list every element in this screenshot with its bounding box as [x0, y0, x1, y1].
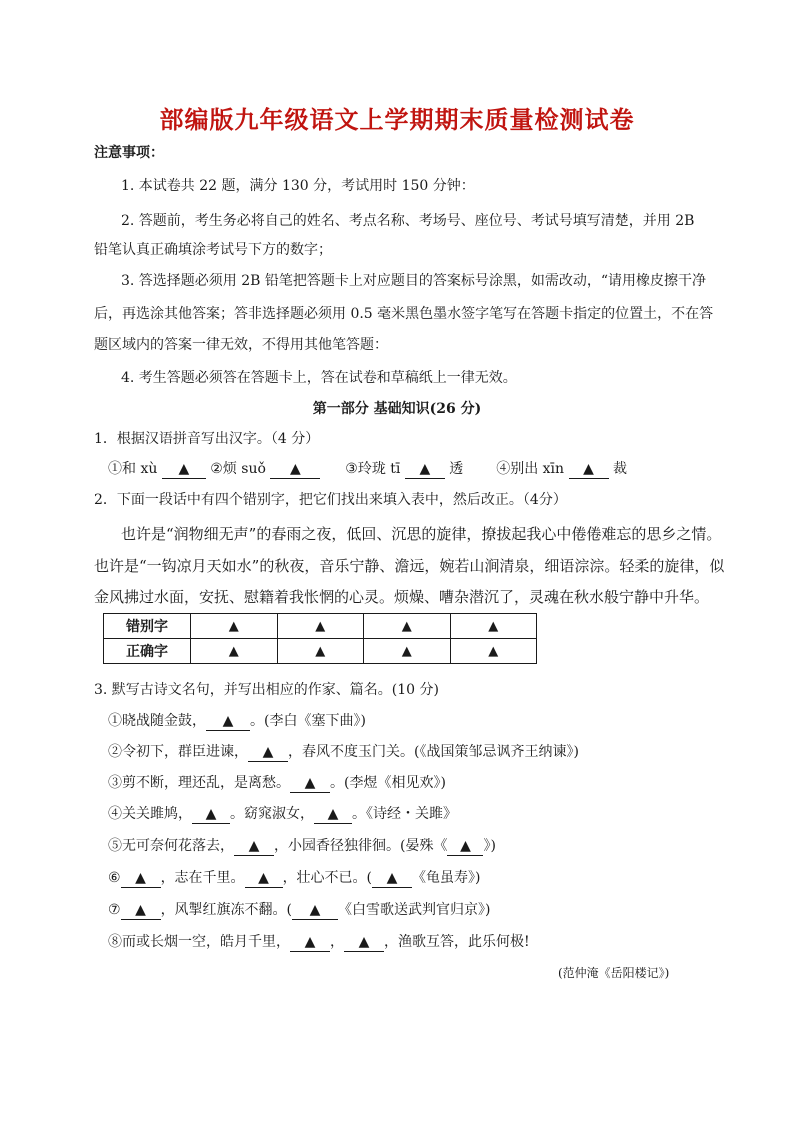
notice-heading: 注意事项： [94, 145, 164, 161]
q3-line-3 [108, 773, 446, 793]
q3-line-1 [108, 711, 366, 731]
q3-text: ，壮心不已。( [282, 870, 373, 886]
q3-text: ③剪不断，理还乱，是离愁。 [108, 775, 290, 791]
table-row-correct [104, 639, 537, 664]
q1-item-4: ④别出 xīn [496, 461, 565, 477]
notice-item-1: 1. 本试卷共 22 题，满分 130 分，考试用时 150 分钟： [121, 178, 475, 194]
answer-blank[interactable]: ▲ [245, 869, 283, 888]
table-cell[interactable]: ▲ [191, 614, 278, 639]
answer-blank[interactable]: ▲ [314, 805, 352, 824]
q3-text: ，春风不度玉门关。(《战国策邹忌讽齐王纳谏》) [288, 744, 579, 760]
q3-text: ， [330, 934, 344, 950]
q3-text: ⑥ [108, 870, 121, 886]
q1-item-3-suffix: 透 [449, 461, 464, 477]
answer-blank[interactable]: ▲ [234, 837, 274, 856]
answer-blank[interactable]: ▲ [344, 933, 384, 952]
q2-passage-line-1: 也许是“润物细无声”的春雨之夜，低回、沉思的旋律，撩拔起我心中倦倦难忘的思乡之情。 [121, 525, 722, 543]
q3-text: 。窈窕淑女， [230, 806, 314, 822]
correction-table [103, 613, 537, 664]
q3-line-5 [108, 836, 496, 856]
answer-blank[interactable]: ▲ [192, 805, 230, 824]
notice-item-2: 2. 答题前，考生务必将自己的姓名、考点名称、考场号、座位号、考试号填写清楚，并用 2B [121, 213, 695, 229]
q1-item-4-suffix: 裁 [612, 461, 627, 477]
answer-blank[interactable]: ▲ [447, 837, 483, 856]
q1-item-2: ②烦 suǒ [210, 461, 266, 477]
q3-line-2 [108, 742, 579, 762]
answer-blank[interactable]: ▲ [292, 901, 338, 920]
answer-blank[interactable]: ▲ [372, 869, 412, 888]
table-cell[interactable]: ▲ [364, 639, 451, 664]
section-heading: 第一部分 基础知识(26 分) [312, 401, 482, 417]
q3-text: ，小园香径独徘徊。(晏殊《 [274, 838, 448, 854]
q2-passage-line-3: 金风拂过水面，安抚、慰籍着我怅惘的心灵。烦燥、嘈杂潜沉了，灵魂在秋水般宁静中升华。 [94, 588, 710, 606]
answer-blank[interactable]: ▲ [162, 460, 206, 479]
answer-blank[interactable]: ▲ [248, 743, 288, 762]
notice-item-3-cont: 后，再选涂其他答案；答非选择题必须用 0.5 毫米黑色墨水签字笔写在答题卡指定的位置土，不在答 [94, 306, 714, 322]
q1-item-1: ①和 xù [108, 461, 158, 477]
table-cell[interactable]: ▲ [191, 639, 278, 664]
answer-blank[interactable]: ▲ [270, 460, 320, 479]
q3-text: ，志在千里。 [160, 870, 245, 886]
answer-blank[interactable]: ▲ [206, 712, 250, 731]
q3-text: 《龟虽寿》) [412, 870, 481, 886]
table-cell[interactable]: ▲ [364, 614, 451, 639]
answer-blank[interactable]: ▲ [405, 460, 445, 479]
q3-text: ②令初下，群臣进谏， [108, 744, 248, 760]
q3-text: ①晓战随金鼓， [108, 713, 206, 729]
q3-text: 》) [483, 838, 496, 854]
notice-item-4: 4. 考生答题必须答在答题卡上，答在试卷和草稿纸上一律无效。 [121, 370, 517, 386]
q3-text: 。(李煜《相见欢》) [330, 775, 446, 791]
table-cell[interactable]: ▲ [450, 614, 537, 639]
table-cell[interactable]: ▲ [450, 639, 537, 664]
q1-item-3: ③玲珑 tī [345, 461, 401, 477]
table-row-wrong [104, 614, 537, 639]
q2-passage-line-2: 也许是“一钩凉月天如水”的秋夜，音乐宁静、澹远，婉若山涧清泉，细语淙淙。轻柔的旋律，似 [94, 557, 725, 575]
q3-text: 《白雪歌送武判官归京》) [338, 902, 491, 918]
q3-stem: 3. 默写古诗文名句，并写出相应的作家、篇名。(10 分) [94, 682, 439, 698]
q3-line-6 [108, 868, 481, 888]
q3-line-8-source: (范仲淹《岳阳楼记》) [558, 966, 670, 980]
answer-blank[interactable]: ▲ [121, 869, 161, 888]
q3-text: ⑤无可奈何花落去， [108, 838, 234, 854]
q3-text: ④关关雎鸠， [108, 806, 192, 822]
notice-item-3: 3. 答选择题必须用 2B 铅笔把答题卡上对应题目的答案标号涂黑，如需改动，“请用橡皮擦干净 [121, 273, 707, 289]
q1-items [108, 459, 627, 479]
row-label-correct: 正确字 [104, 639, 191, 664]
q3-text: ，风掣红旗冻不翻。( [160, 902, 293, 918]
q3-text: 。《诗经・关雎》 [352, 806, 457, 822]
q3-text: ，渔歌互答，此乐何极! [384, 934, 530, 950]
q3-text: ⑧而或长烟一空，皓月千里， [108, 934, 290, 950]
q1-stem: 1．根据汉语拼音写出汉字。（4 分） [94, 431, 320, 447]
answer-blank[interactable]: ▲ [290, 933, 330, 952]
q3-text: 。(李白《塞下曲》) [250, 713, 366, 729]
answer-blank[interactable]: ▲ [290, 774, 330, 793]
q2-stem: 2．下面一段话中有四个错别字，把它们找出来填入表中，然后改正。（4分） [94, 492, 567, 508]
answer-blank[interactable]: ▲ [569, 460, 609, 479]
row-label-wrong: 错别字 [104, 614, 191, 639]
table-cell[interactable]: ▲ [277, 614, 364, 639]
table-cell[interactable]: ▲ [277, 639, 364, 664]
q3-text: ⑦ [108, 902, 121, 918]
notice-item-2-cont: 铅笔认真正确填涂考试号下方的数字； [94, 242, 332, 258]
q3-line-7 [108, 900, 491, 920]
q3-line-4 [108, 804, 457, 824]
notice-item-3-cont2: 题区域内的答案一律无效，不得用其他笔答题： [94, 337, 388, 353]
q3-line-8 [108, 932, 530, 952]
exam-title: 部编版九年级语文上学期期末质量检测试卷 [159, 105, 635, 134]
answer-blank[interactable]: ▲ [121, 901, 161, 920]
